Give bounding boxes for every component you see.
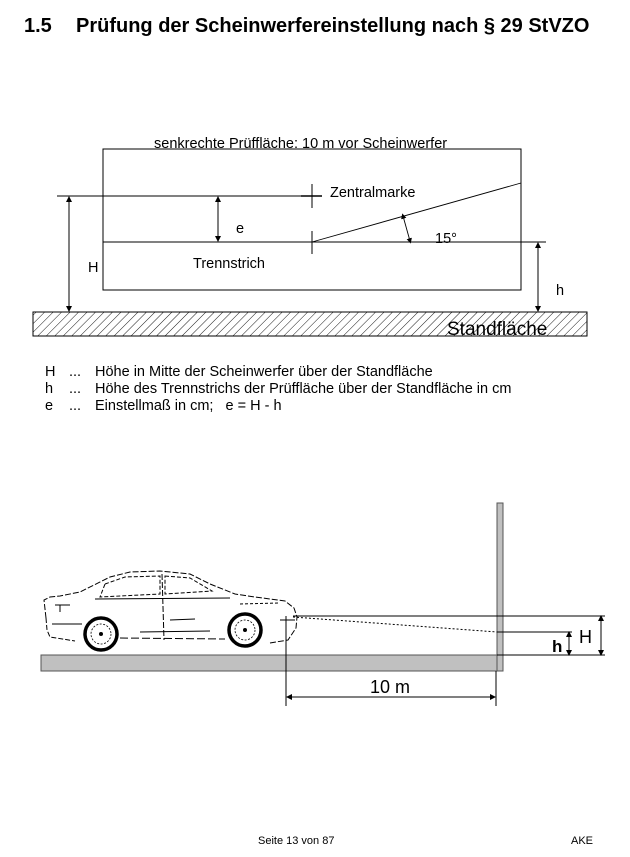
h-label: h xyxy=(556,283,565,299)
legend-symbol: H xyxy=(45,364,56,380)
legend-symbol: e xyxy=(45,398,54,414)
legend-text: Einstellmaß in cm; e = H - h xyxy=(95,398,282,414)
legend-dots: ... xyxy=(69,398,82,414)
angle-label: 15° xyxy=(435,231,457,247)
distance-label: 10 m xyxy=(370,677,411,697)
legend-symbol: h xyxy=(45,381,54,397)
light-beam xyxy=(293,617,497,632)
rear-wheel-icon xyxy=(85,618,117,650)
e-label: e xyxy=(236,221,245,237)
car-side-diagram xyxy=(41,503,605,706)
h-label-2: h xyxy=(552,637,563,656)
test-surface-rect xyxy=(103,149,521,290)
H-label-2: H xyxy=(579,627,592,647)
ground-label: Standfläche xyxy=(447,319,548,340)
section-title: Prüfung der Scheinwerfereinstellung nach § 29 StVZO xyxy=(76,15,590,37)
divider-label: Trennstrich xyxy=(193,256,265,272)
page-number: Seite 13 von 87 xyxy=(258,835,335,847)
central-mark-label: Zentralmarke xyxy=(330,185,416,201)
footer-org: AKE xyxy=(571,835,594,847)
ground-bar xyxy=(41,655,498,671)
section-number: 1.5 xyxy=(24,15,52,37)
H-label: H xyxy=(88,260,99,276)
legend-dots: ... xyxy=(69,364,82,380)
front-wheel-icon xyxy=(229,614,261,646)
legend-text: Höhe des Trennstrichs der Prüffläche über der Standfläche in cm xyxy=(95,381,512,397)
test-wall xyxy=(497,503,503,671)
angle-arc xyxy=(403,216,410,241)
legend-dots: ... xyxy=(69,381,82,397)
test-surface-label: senkrechte Prüffläche: 10 m vor Scheinwerfer xyxy=(154,136,448,152)
legend-text: Höhe in Mitte der Scheinwerfer über der Standfläche xyxy=(95,364,433,380)
